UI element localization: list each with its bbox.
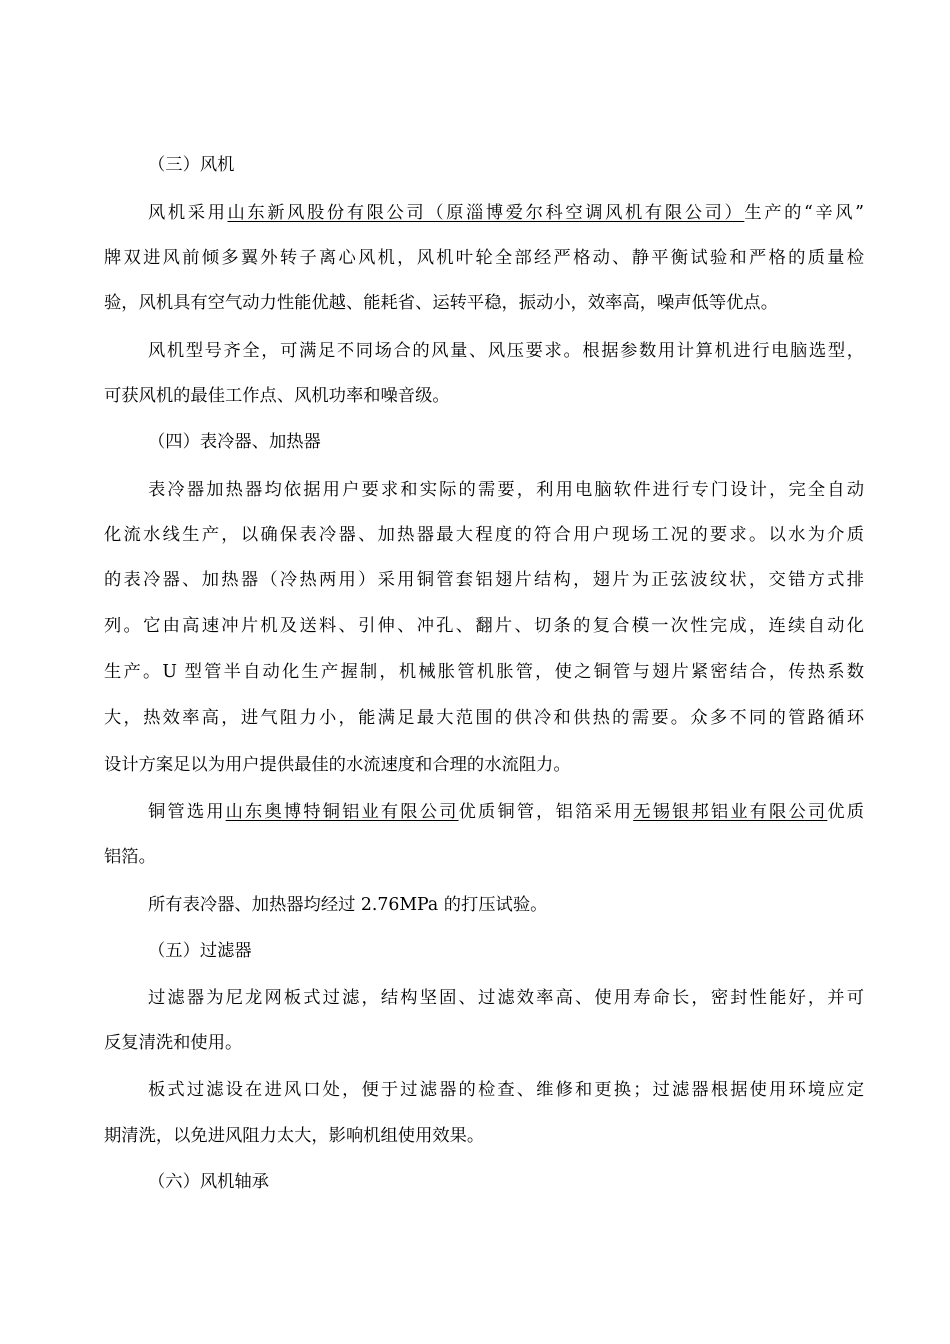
paragraph-line: 表冷器加热器均依据用户要求和实际的需要，利用电脑软件进行专门设计，完全自动 [148, 480, 864, 500]
text-span: 风机采用 [148, 203, 228, 223]
paragraph-line [148, 198, 864, 228]
section-heading-filter: （五）过滤器 [148, 941, 252, 961]
paragraph-line: 反复清洗和使用。 [104, 1033, 243, 1053]
paragraph-line: 可获风机的最佳工作点、风机功率和噪音级。 [104, 386, 450, 406]
paragraph-line: 化流水线生产，以确保表冷器、加热器最大程度的符合用户现场工况的要求。以水为介质 [104, 525, 864, 545]
paragraph-line: 验，风机具有空气动力性能优越、能耗省、运转平稳，振动小，效率高，噪声低等优点。 [104, 293, 778, 313]
section-heading-bearing: （六）风机轴承 [148, 1172, 269, 1192]
paragraph-line: 的表冷器、加热器（冷热两用）采用铜管套铝翅片结构，翅片为正弦波纹状，交错方式排 [104, 570, 864, 590]
paragraph-line [148, 797, 864, 827]
paragraph-line: 设计方案足以为用户提供最佳的水流速度和合理的水流阻力。 [104, 755, 571, 775]
text-span: 铜管选用 [148, 802, 226, 822]
text-span: 优质铜管，铝箔采用 [458, 802, 634, 822]
paragraph-line: 过滤器为尼龙网板式过滤，结构坚固、过滤效率高、使用寿命长，密封性能好，并可 [148, 988, 864, 1008]
paragraph-line: 风机型号齐全，可满足不同场合的风量、风压要求。根据参数用计算机进行电脑选型， [148, 341, 864, 361]
text-span: 优质 [827, 802, 864, 822]
paragraph-line: 列。它由高速冲片机及送料、引伸、冲孔、翻片、切条的复合模一次性完成，连续自动化 [104, 616, 864, 636]
company-name-underlined: 山东新风股份有限公司（原淄博爱尔科空调风机有限公司） [227, 203, 745, 223]
company-name-underlined: 无锡银邦铝业有限公司 [633, 802, 828, 822]
paragraph-line: 期清洗，以免进风阻力太大，影响机组使用效果。 [104, 1126, 485, 1146]
paragraph-line: 大，热效率高，进气阻力小，能满足最大范围的供冷和供热的需要。众多不同的管路循环 [104, 708, 864, 728]
paragraph-line: 所有表冷器、加热器均经过 2.76MPa 的打压试验。 [148, 895, 548, 915]
paragraph-line: 铝箔。 [104, 847, 156, 867]
text-span: 生产的“辛风” [744, 203, 864, 223]
company-name-underlined: 山东奥博特铜铝业有限公司 [225, 802, 459, 822]
section-heading-fan: （三）风机 [148, 155, 235, 175]
paragraph-line: 生产。U 型管半自动化生产握制，机械胀管机胀管，使之铜管与翅片紧密结合，传热系数 [104, 662, 864, 682]
paragraph-line: 板式过滤设在进风口处，便于过滤器的检查、维修和更换；过滤器根据使用环境应定 [148, 1080, 864, 1100]
paragraph-line: 牌双进风前倾多翼外转子离心风机，风机叶轮全部经严格动、静平衡试验和严格的质量检 [104, 248, 864, 268]
section-heading-coil: （四）表冷器、加热器 [148, 432, 321, 452]
